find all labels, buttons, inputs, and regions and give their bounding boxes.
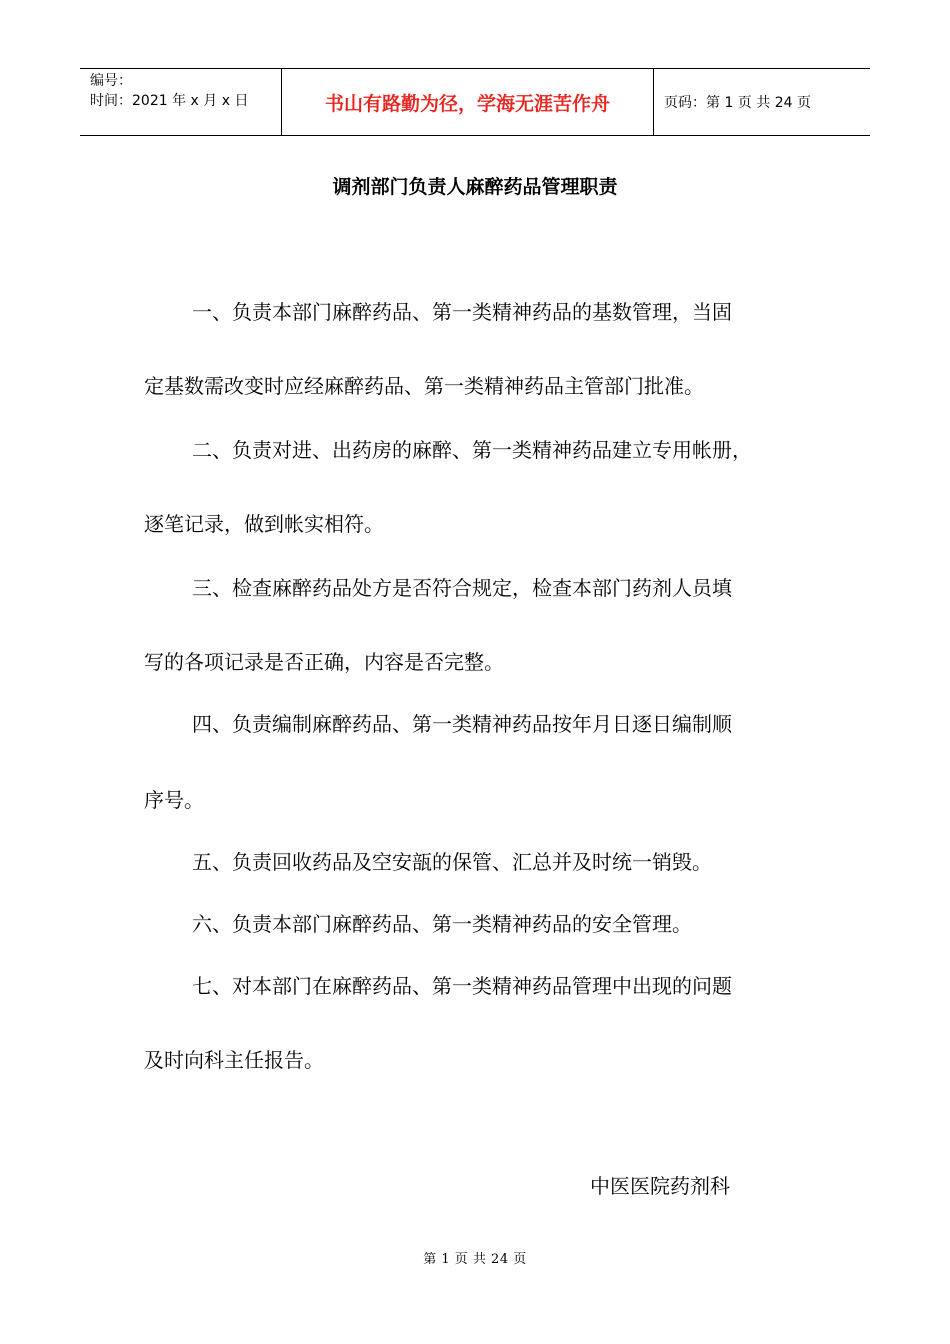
motto-text: 书山有路勤为径，学海无涯苦作舟 [324, 92, 610, 115]
body-line: 序号。 [144, 788, 204, 812]
body-line: 五、负责回收药品及空安瓿的保管、汇总并及时统一销毁。 [192, 850, 712, 874]
body-line: 写的各项记录是否正确，内容是否完整。 [144, 650, 504, 674]
body-line: 六、负责本部门麻醉药品、第一类精神药品的安全管理。 [192, 912, 692, 936]
body-line: 七、对本部门在麻醉药品、第一类精神药品管理中出现的问题 [192, 974, 732, 998]
page-info-cell [654, 69, 870, 135]
body-line: 二、负责对进、出药房的麻醉、第一类精神药品建立专用帐册， [192, 438, 752, 462]
page-info-text: 页码：第 1 页 共 24 页 [664, 95, 811, 111]
header-table [80, 68, 870, 136]
header-meta-cell [80, 69, 282, 135]
body-line: 四、负责编制麻醉药品、第一类精神药品按年月日逐日编制顺 [192, 712, 732, 736]
time-label: 时间：2021 年 x 月 x 日 [90, 93, 249, 109]
signature: 中医医院药剂科 [590, 1174, 730, 1198]
number-label: 编号： [90, 73, 132, 89]
body-line: 及时向科主任报告。 [144, 1048, 324, 1072]
body-line: 逐笔记录，做到帐实相符。 [144, 512, 384, 536]
body-line: 一、负责本部门麻醉药品、第一类精神药品的基数管理，当固 [192, 300, 732, 324]
page-footer: 第 1 页 共 24 页 [423, 1252, 527, 1267]
document-title: 调剂部门负责人麻醉药品管理职责 [332, 176, 618, 198]
motto-cell [282, 69, 654, 135]
body-line: 三、检查麻醉药品处方是否符合规定，检查本部门药剂人员填 [192, 576, 732, 600]
body-line: 定基数需改变时应经麻醉药品、第一类精神药品主管部门批准。 [144, 374, 704, 398]
